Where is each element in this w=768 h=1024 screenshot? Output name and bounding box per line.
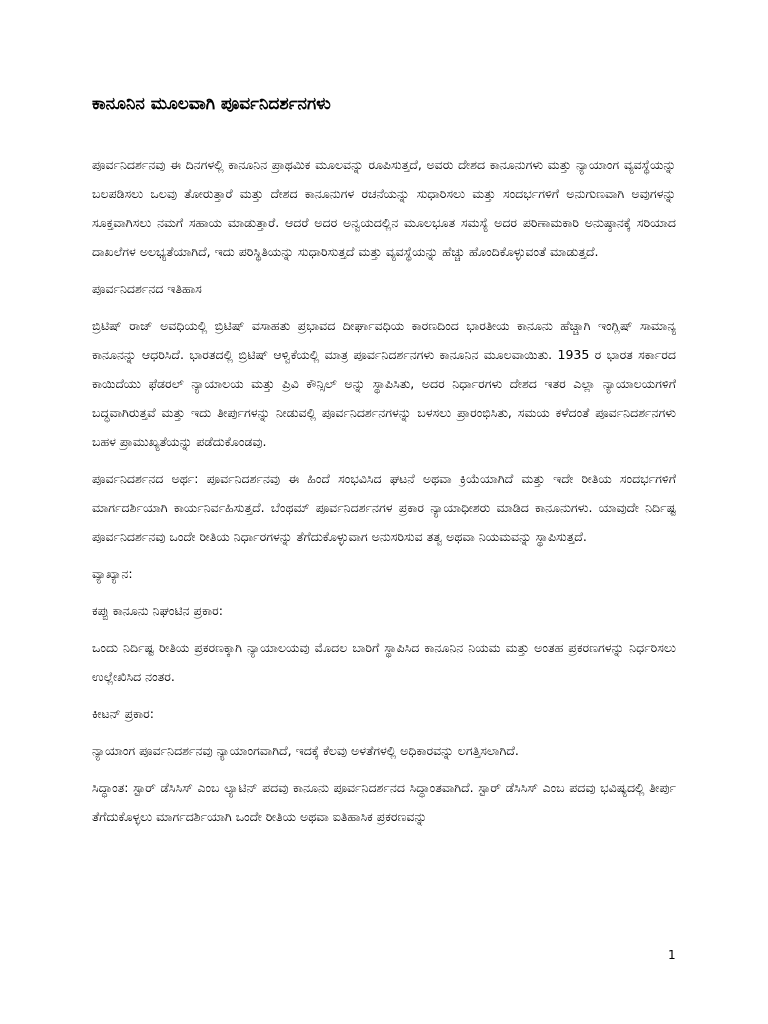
document-body	[92, 150, 676, 839]
page-number: 1	[668, 948, 676, 962]
section-heading-history: ಪೂರ್ವನಿದರ್ಶನದ ಇತಿಹಾಸ	[92, 281, 202, 296]
paragraph-meaning: ಪೂರ್ವನಿದರ್ಶನದ ಅರ್ಥ: ಪೂರ್ವನಿದರ್ಶನವು ಈ ಹಿಂದೆ ಸಂಭವಿಸಿದ ಘಟನೆ ಅಥವಾ ಕ್ರಿಯೆಯಾಗಿದೆ ಮತ್ತು ಇದೇ ರೀತಿಯ ಸಂದರ್ಭಗಳಿಗೆ ಮಾರ್ಗದರ್ಶಿಯಾಗಿ ಕಾರ್ಯನಿರ್ವಹಿಸುತ್ತದೆ. ಬೆಂಥಮ್ ಪೂರ್ವನಿದರ್ಶನಗಳ ಪ್ರಕಾರ ನ್ಯಾಯಾಧೀಶರು ಮಾಡಿದ ಕಾನೂನುಗಳು. ಯಾವುದೇ ನಿರ್ದಿಷ್ಟ ಪೂರ್ವನಿದರ್ಶನವು ಒಂದೇ ರೀತಿಯ ನಿರ್ಧಾರಗಳನ್ನು ತೆಗೆದುಕೊಳ್ಳುವಾಗ ಅನುಸರಿಸುವ ತತ್ವ ಅಥವಾ ನಿಯಮವನ್ನು ಸ್ಥಾಪಿಸುತ್ತದೆ.	[92, 471, 676, 544]
subheading-black-law-dictionary: ಕಪ್ಪು ಕಾನೂನು ನಿಘಂಟಿನ ಪ್ರಕಾರ:	[92, 603, 223, 618]
section-heading-definition: ವ್ಯಾಖ್ಯಾನ:	[92, 566, 133, 581]
subheading-keeton: ಕೀಟನ್ ಪ್ರಕಾರ:	[92, 706, 155, 721]
paragraph-history: ಬ್ರಿಟಿಷ್ ರಾಜ್ ಅವಧಿಯಲ್ಲಿ ಬ್ರಿಟಿಷ್ ವಸಾಹತು ಪ್ರಭಾವದ ದೀರ್ಘಾವಧಿಯ ಕಾರಣದಿಂದ ಭಾರತೀಯ ಕಾನೂನು ಹೆಚ್ಚಾಗಿ ಇಂಗ್ಲಿಷ್ ಸಾಮಾನ್ಯ ಕಾನೂನನ್ನು ಆಧರಿಸಿದೆ. ಭಾರತದಲ್ಲಿ ಬ್ರಿಟಿಷ್ ಆಳ್ವಿಕೆಯಲ್ಲಿ ಮಾತ್ರ ಪೂರ್ವನಿದರ್ಶನಗಳು ಕಾನೂನಿನ ಮೂಲವಾಯಿತು. 1935 ರ ಭಾರತ ಸರ್ಕಾರದ ಕಾಯಿದೆಯು ಫೆಡರಲ್ ನ್ಯಾಯಾಲಯ ಮತ್ತು ಪ್ರಿವಿ ಕೌನ್ಸಿಲ್ ಅನ್ನು ಸ್ಥಾಪಿಸಿತು, ಅದರ ನಿರ್ಧಾರಗಳು ದೇಶದ ಇತರ ಎಲ್ಲಾ ನ್ಯಾಯಾಲಯಗಳಿಗೆ ಬದ್ಧವಾಗಿರುತ್ತವೆ ಮತ್ತು ಇದು ತೀರ್ಪುಗಳನ್ನು ನೀಡುವಲ್ಲಿ ಪೂರ್ವನಿದರ್ಶನಗಳನ್ನು ಬಳಸಲು ಪ್ರಾರಂಭಿಸಿತು, ಸಮಯ ಕಳೆದಂತೆ ಪೂರ್ವನಿದರ್ಶನಗಳು ಬಹಳ ಪ್ರಾಮುಖ್ಯತೆಯನ್ನು ಪಡೆದುಕೊಂಡವು.	[92, 318, 676, 449]
paragraph-doctrine: ಸಿದ್ಧಾಂತ: ಸ್ಟಾರ್ ಡೆಸಿಸಿಸ್ ಎಂಬ ಲ್ಯಾಟಿನ್ ಪದವು ಕಾನೂನು ಪೂರ್ವನಿದರ್ಶನದ ಸಿದ್ಧಾಂತವಾಗಿದೆ. ಸ್ಟಾರ್ ಡೆಸಿಸಿಸ್ ಎಂಬ ಪದವು ಭವಿಷ್ಯದಲ್ಲಿ ತೀರ್ಪು ತೆಗೆದುಕೊಳ್ಳಲು ಮಾರ್ಗದರ್ಶಿಯಾಗಿ ಒಂದೇ ರೀತಿಯ ಅಥವಾ ಐತಿಹಾಸಿಕ ಪ್ರಕರಣವನ್ನು	[92, 780, 676, 824]
paragraph-intro: ಪೂರ್ವನಿದರ್ಶನವು ಈ ದಿನಗಳಲ್ಲಿ ಕಾನೂನಿನ ಪ್ರಾಥಮಿಕ ಮೂಲವನ್ನು ರೂಪಿಸುತ್ತದೆ, ಅವರು ದೇಶದ ಕಾನೂನುಗಳು ಮತ್ತು ನ್ಯಾಯಾಂಗ ವ್ಯವಸ್ಥೆಯನ್ನು ಬಲಪಡಿಸಲು ಒಲವು ತೋರುತ್ತಾರೆ ಮತ್ತು ದೇಶದ ಕಾನೂನುಗಳ ರಚನೆಯನ್ನು ಸುಧಾರಿಸಲು ಮತ್ತು ಸಂದರ್ಭಗಳಿಗೆ ಅನುಗುಣವಾಗಿ ಅವುಗಳನ್ನು ಸೂಕ್ತವಾಗಿಸಲು ನಮಗೆ ಸಹಾಯ ಮಾಡುತ್ತಾರೆ. ಆದರೆ ಅದರ ಅನ್ವಯದಲ್ಲಿನ ಮೂಲಭೂತ ಸಮಸ್ಯೆ ಅದರ ಪರಿಣಾಮಕಾರಿ ಅನುಷ್ಠಾನಕ್ಕೆ ಸರಿಯಾದ ದಾಖಲೆಗಳ ಅಲಭ್ಯತೆಯಾಗಿದೆ, ಇದು ಪರಿಸ್ಥಿತಿಯನ್ನು ಸುಧಾರಿಸುತ್ತದೆ ಮತ್ತು ವ್ಯವಸ್ಥೆಯನ್ನು ಹೆಚ್ಚು ಹೊಂದಿಕೊಳ್ಳುವಂತೆ ಮಾಡುತ್ತದೆ.	[92, 157, 676, 259]
page-title: ಕಾನೂನಿನ ಮೂಲವಾಗಿ ಪೂರ್ವನಿದರ್ಶನಗಳು	[92, 94, 331, 114]
paragraph-keeton-definition: ನ್ಯಾಯಾಂಗ ಪೂರ್ವನಿದರ್ಶನವು ನ್ಯಾಯಾಂಗವಾಗಿದೆ, ಇದಕ್ಕೆ ಕೆಲವು ಅಳತೆಗಳಲ್ಲಿ ಅಧಿಕಾರವನ್ನು ಲಗತ್ತಿಸಲಾಗಿದೆ.	[92, 743, 519, 758]
paragraph-black-law-definition: ಒಂದು ನಿರ್ದಿಷ್ಟ ರೀತಿಯ ಪ್ರಕರಣಕ್ಕಾಗಿ ನ್ಯಾಯಾಲಯವು ಮೊದಲ ಬಾರಿಗೆ ಸ್ಥಾಪಿಸಿದ ಕಾನೂನಿನ ನಿಯಮ ಮತ್ತು ಅಂತಹ ಪ್ರಕರಣಗಳನ್ನು ನಿರ್ಧರಿಸಲು ಉಲ್ಲೇಖಿಸಿದ ನಂತರ.	[92, 640, 676, 684]
